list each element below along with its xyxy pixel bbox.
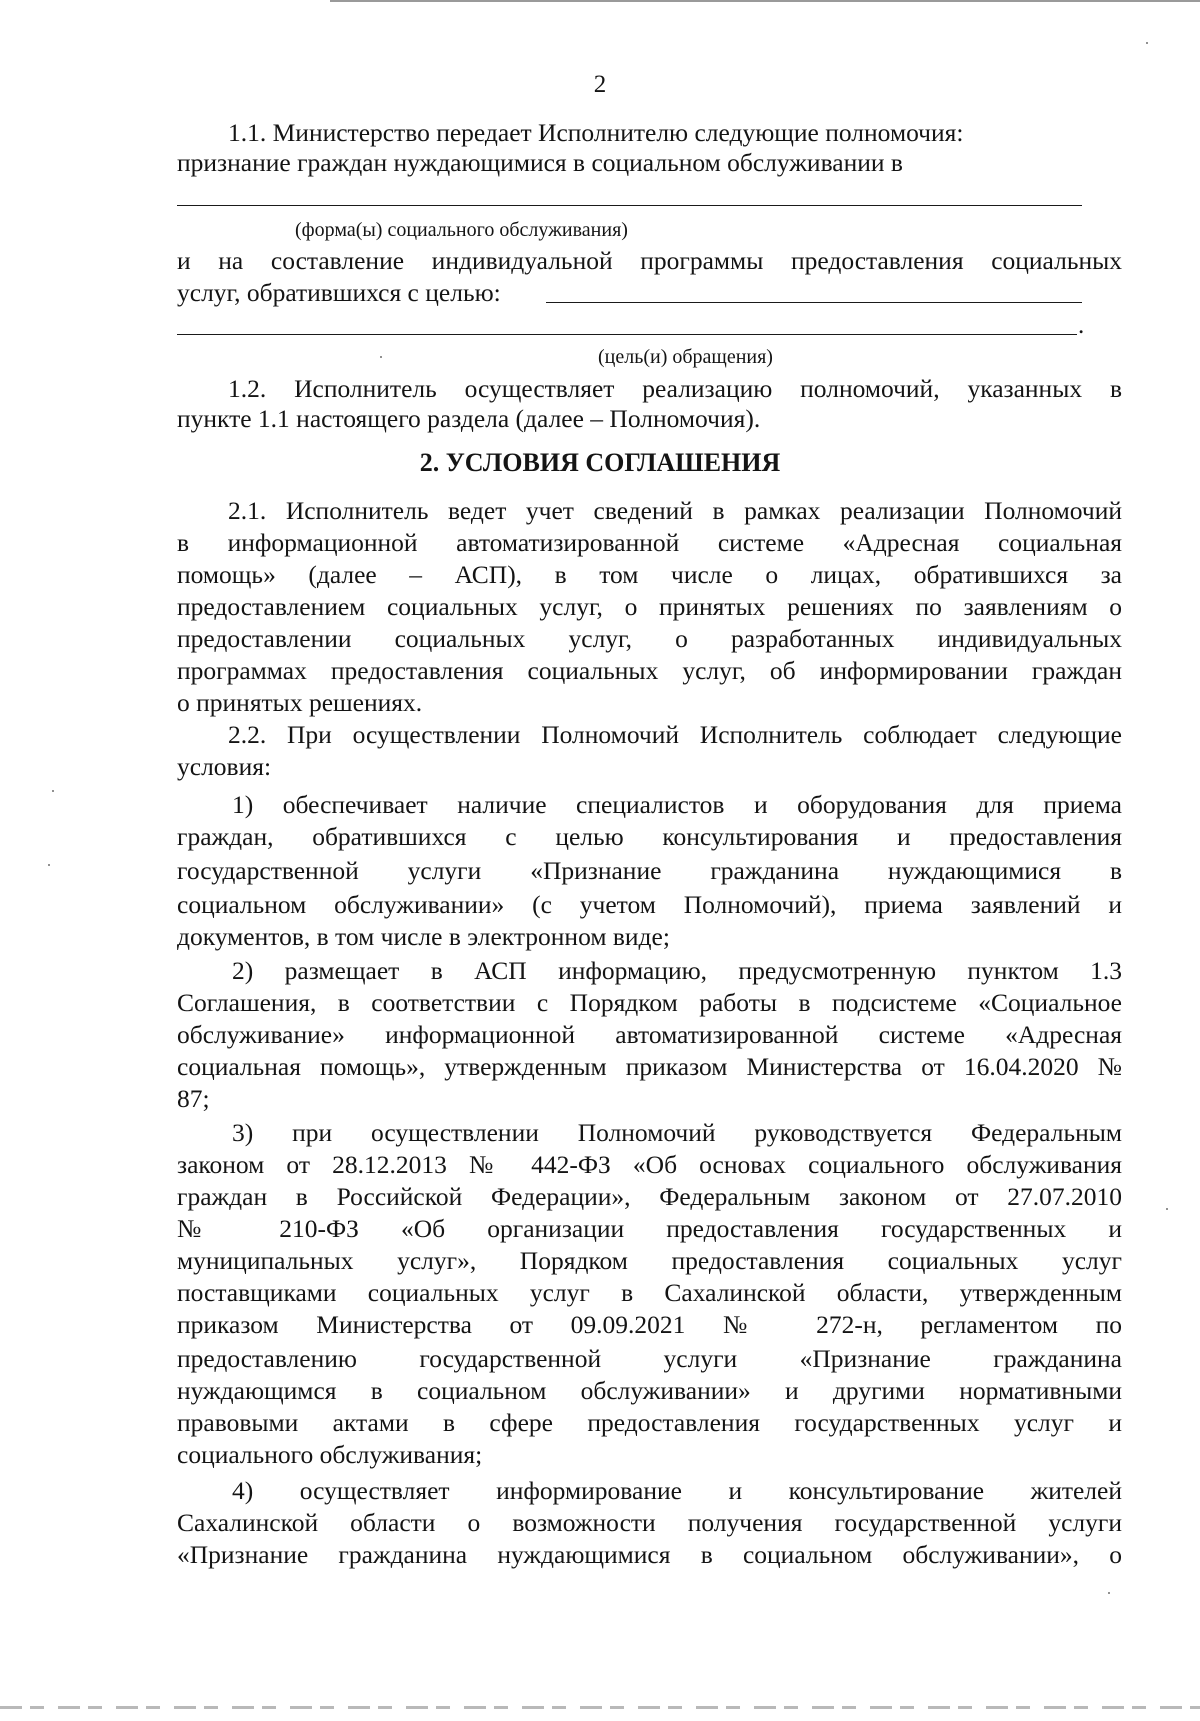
scan-speck xyxy=(380,356,382,358)
paragraph-line: обслуживание» информационной автоматизированной системе «Адресная xyxy=(177,1020,1122,1049)
paragraph-line: муниципальных услуг», Порядком предоставления социальных услуг xyxy=(177,1246,1122,1275)
paragraph-line: документов, в том числе в электронном виде; xyxy=(177,922,670,951)
paragraph-line: в информационной автоматизированной системе «Адресная социальная xyxy=(177,528,1122,557)
paragraph-line: 2) размещает в АСП информацию, предусмотренную пунктом 1.3 xyxy=(232,956,1122,985)
paragraph-line: 2.2. При осуществлении Полномочий Исполнитель соблюдает следующие xyxy=(228,720,1122,749)
paragraph-line: предоставлению государственной услуги «Признание гражданина xyxy=(177,1344,1122,1373)
form-blank-line xyxy=(177,205,1082,206)
paragraph-line: социального обслуживания; xyxy=(177,1440,483,1469)
paragraph-line: государственной услуги «Признание гражданина нуждающимися в xyxy=(177,856,1122,885)
scan-speck xyxy=(48,864,50,866)
paragraph-line: 3) при осуществлении Полномочий руководствуется Федеральным xyxy=(232,1118,1122,1147)
paragraph-line: 1.1. Министерство передает Исполнителю следующие полномочия: xyxy=(228,118,964,147)
paragraph-line: помощь» (далее – АСП), в том числе о лицах, обратившихся за xyxy=(177,560,1122,589)
paragraph-line: программах предоставления социальных услуг, об информировании граждан xyxy=(177,656,1122,685)
paragraph-line: нуждающимся в социальном обслуживании» и другими нормативными xyxy=(177,1376,1122,1405)
scan-edge-bottom xyxy=(0,1706,1200,1709)
paragraph-line: граждан в Российской Федерации», Федеральным законом от 27.07.2010 xyxy=(177,1182,1122,1211)
purpose-end-mark: . xyxy=(1078,312,1085,339)
paragraph-line: 2.1. Исполнитель ведет учет сведений в рамках реализации Полномочий xyxy=(228,496,1122,525)
paragraph-line: социальная помощь», утвержденным приказом Министерства от 16.04.2020 № xyxy=(177,1052,1122,1081)
paragraph-line: о принятых решениях. xyxy=(177,688,423,717)
paragraph-line: признание граждан нуждающимися в социальном обслуживании в xyxy=(177,148,903,177)
page-number: 2 xyxy=(593,71,607,98)
purpose-blank-line-1 xyxy=(546,302,1082,303)
paragraph-line: № 210-ФЗ «Об организации предоставления государственных и xyxy=(177,1214,1122,1243)
scan-speck xyxy=(1146,42,1148,44)
paragraph-line: условия: xyxy=(177,752,272,781)
paragraph-line: предоставлением социальных услуг, о принятых решениях по заявлениям о xyxy=(177,592,1122,621)
section-heading: 2. УСЛОВИЯ СОГЛАШЕНИЯ xyxy=(419,448,781,477)
paragraph-line: 1.2. Исполнитель осуществляет реализацию полномочий, указанных в xyxy=(228,374,1122,403)
scan-speck xyxy=(52,790,54,792)
paragraph-line: 4) осуществляет информирование и консультирование жителей xyxy=(232,1476,1122,1505)
paragraph-line: услуг, обратившихся с целью: xyxy=(177,278,501,307)
paragraph-line: приказом Министерства от 09.09.2021 № 272-н, регламентом по xyxy=(177,1310,1122,1339)
scan-speck xyxy=(1108,1592,1110,1594)
paragraph-line: «Признание гражданина нуждающимися в социальном обслуживании», о xyxy=(177,1540,1122,1569)
paragraph-line: предоставлении социальных услуг, о разработанных индивидуальных xyxy=(177,624,1122,653)
paragraph-line: граждан, обратившихся с целью консультирования и предоставления xyxy=(177,822,1122,851)
paragraph-line: и на составление индивидуальной программы предоставления социальных xyxy=(177,246,1122,275)
paragraph-line: 87; xyxy=(177,1084,210,1113)
form-caption: (форма(ы) социального обслуживания) xyxy=(295,219,628,241)
scan-speck xyxy=(1166,1208,1168,1210)
paragraph-line: правовыми актами в сфере предоставления государственных услуг и xyxy=(177,1408,1122,1437)
paragraph-line: Сахалинской области о возможности получения государственной услуги xyxy=(177,1508,1122,1537)
paragraph-line: поставщиками социальных услуг в Сахалинской области, утвержденным xyxy=(177,1278,1122,1307)
paragraph-line: законом от 28.12.2013 № 442-ФЗ «Об основах социального обслуживания xyxy=(177,1150,1122,1179)
paragraph-line: Соглашения, в соответствии с Порядком работы в подсистеме «Социальное xyxy=(177,988,1122,1017)
paragraph-line: социальном обслуживании» (с учетом Полномочий), приема заявлений и xyxy=(177,890,1122,919)
purpose-caption: (цель(и) обращения) xyxy=(598,346,773,368)
purpose-blank-line-2 xyxy=(177,334,1077,335)
scan-edge-top xyxy=(330,0,1200,2)
paragraph-line: пункте 1.1 настоящего раздела (далее – Полномочия). xyxy=(177,404,761,433)
paragraph-line: 1) обеспечивает наличие специалистов и оборудования для приема xyxy=(232,790,1122,819)
